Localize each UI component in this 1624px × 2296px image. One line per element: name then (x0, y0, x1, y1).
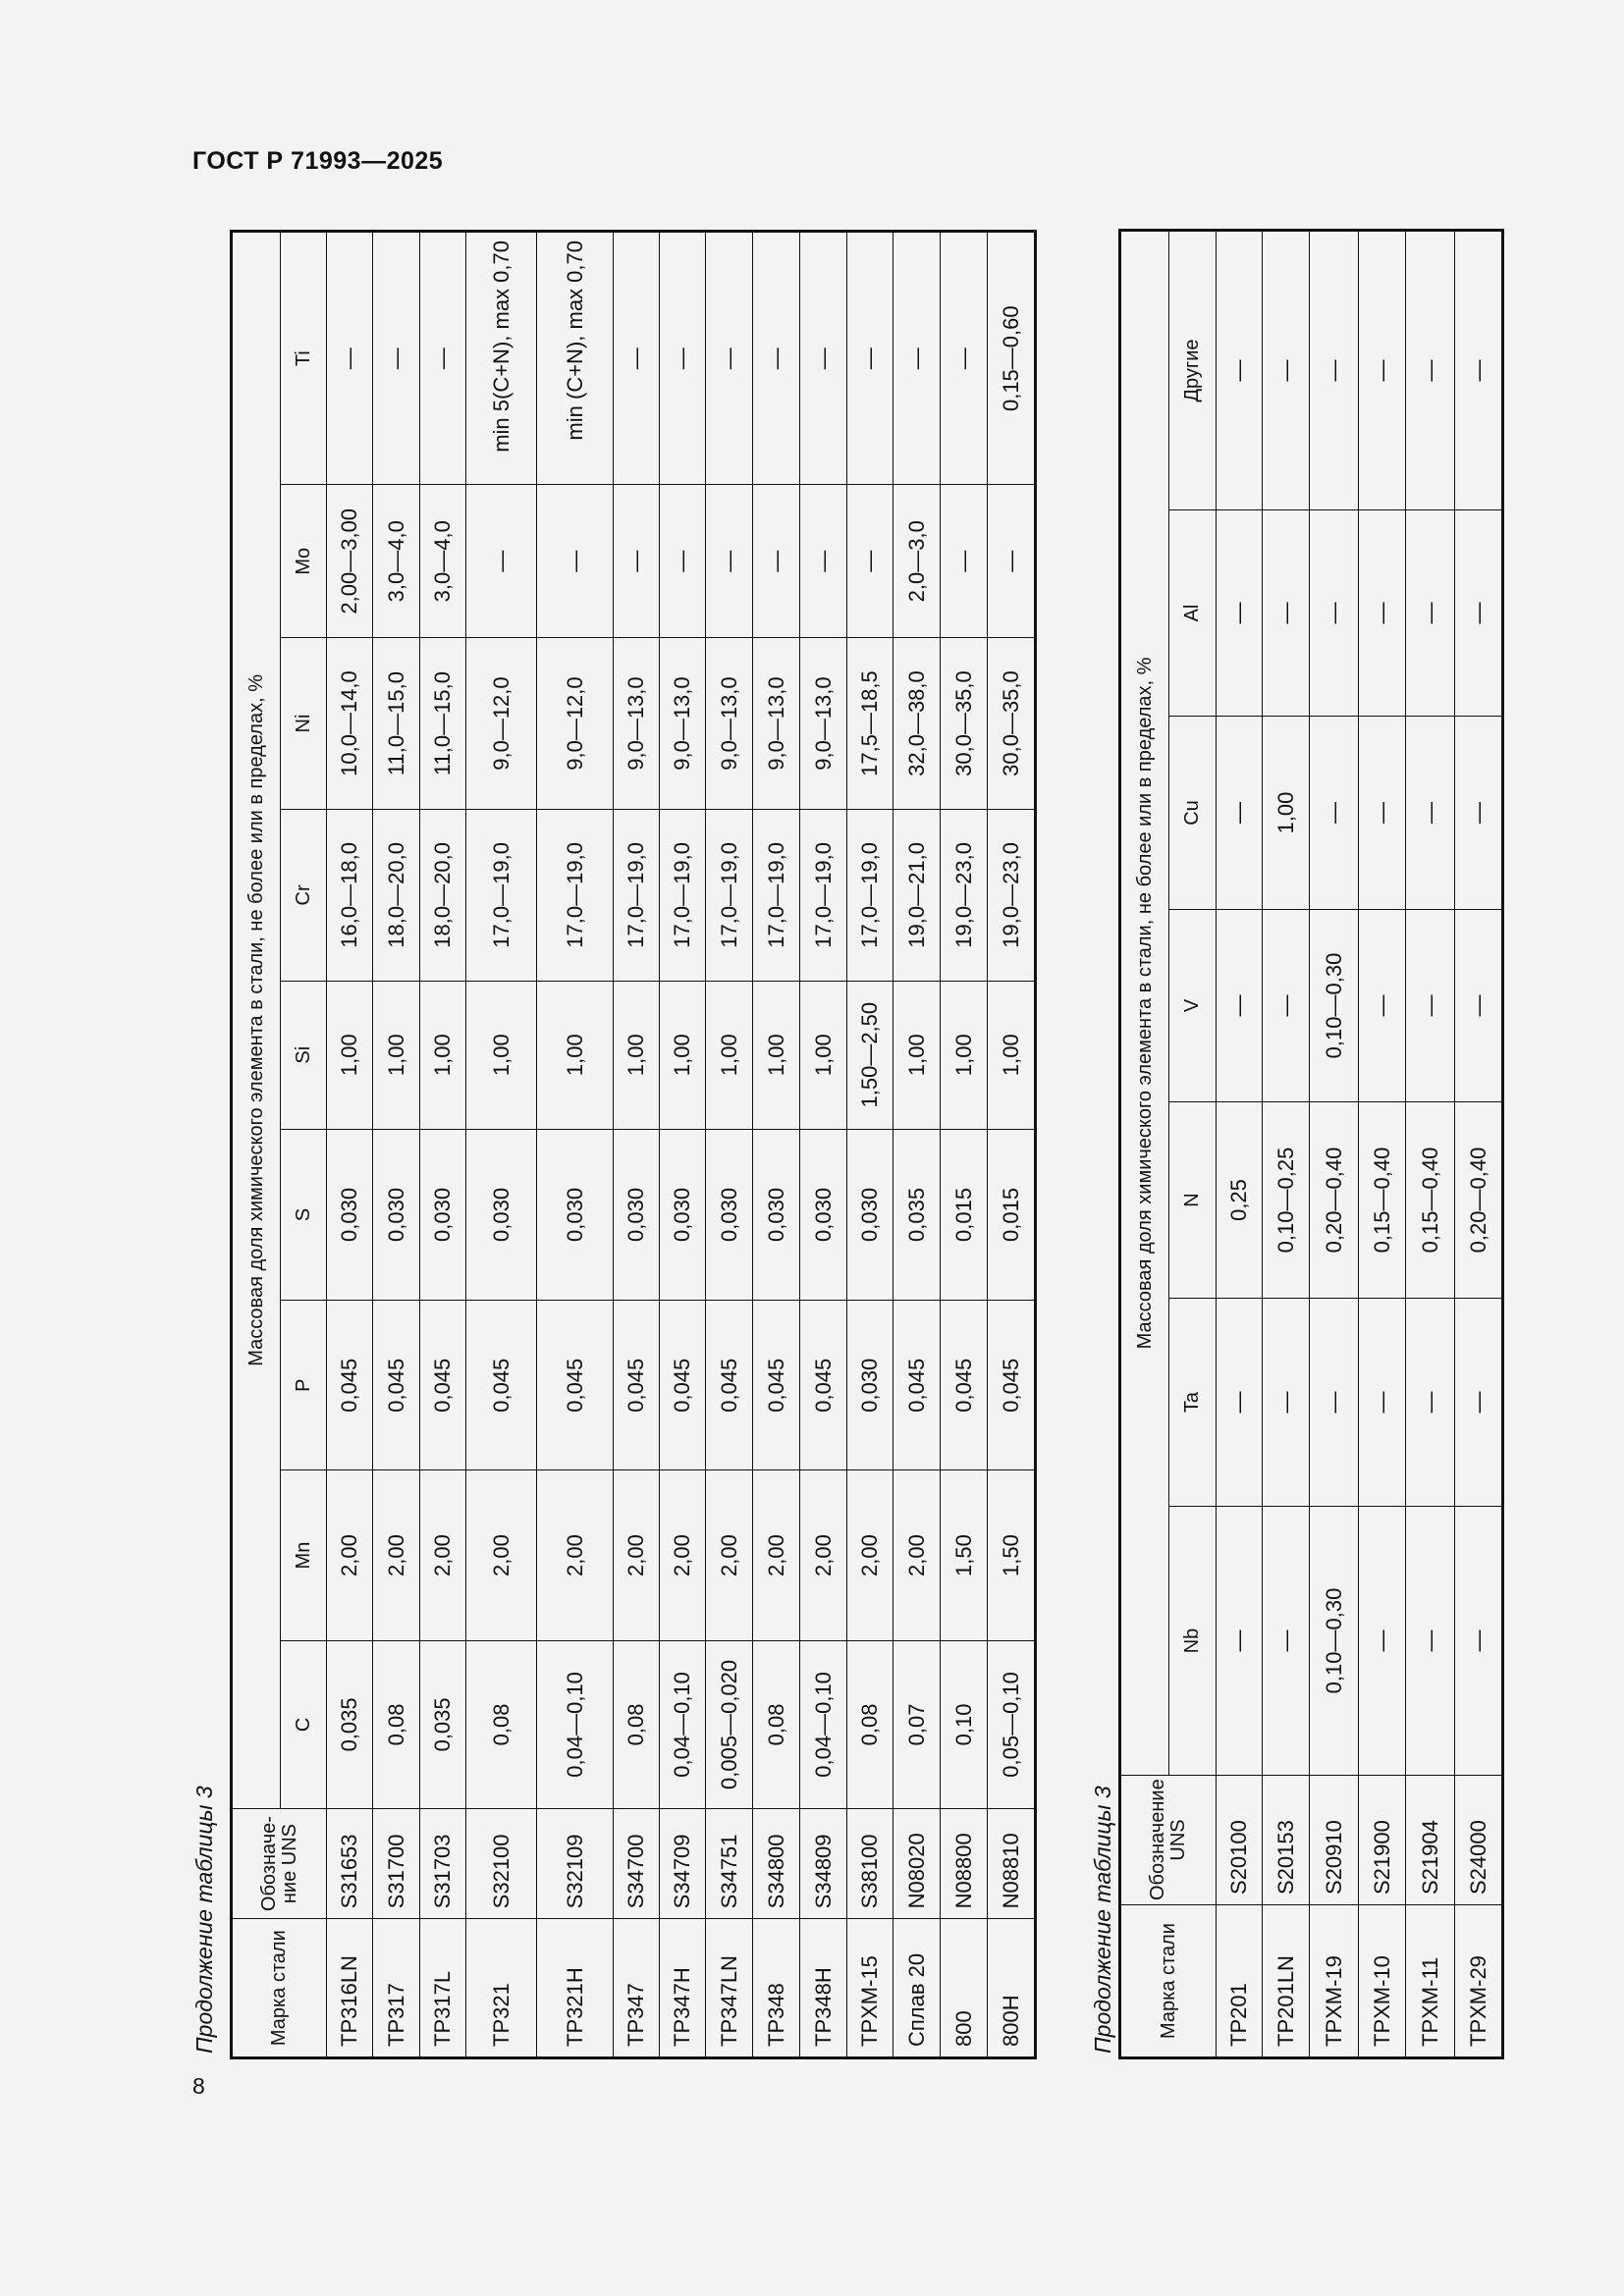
table1-cell-uns: S31653 (327, 1808, 373, 1919)
table1-cell-uns: S34700 (614, 1808, 660, 1919)
table2-cell-nb: — (1406, 1507, 1455, 1776)
table1-cell-si: 1,00 (537, 981, 614, 1129)
table1-cell-p: 0,045 (893, 1301, 941, 1470)
table1-cell-grade: TP321H (537, 1919, 614, 2057)
table1-cell-uns: S34800 (753, 1808, 800, 1919)
page-number: 8 (192, 2073, 205, 2099)
table1-cell-ti: — (327, 233, 373, 485)
table1-cell-mo: — (614, 485, 660, 638)
table1-row (373, 233, 420, 2057)
table2-header-другие: Другие (1169, 232, 1217, 510)
table2-header-nb: Nb (1169, 1507, 1217, 1776)
table1-cell-s: 0,035 (893, 1129, 941, 1301)
table1-cell-mo: — (660, 485, 706, 638)
table1-cell-s: 0,030 (753, 1129, 800, 1301)
table1-cell-mn: 1,50 (941, 1470, 988, 1641)
table1-cell-si: 1,00 (466, 981, 537, 1129)
table1-cell-mo: — (988, 485, 1035, 638)
table2-cell-al: — (1406, 510, 1455, 717)
table2-header-uns-cell: Обозначение UNS (1121, 1776, 1217, 1905)
table2-cell-grade: TPXM-29 (1455, 1905, 1502, 2057)
table2-cell-nb: — (1455, 1507, 1502, 1776)
table1-cell-ti: — (941, 233, 988, 485)
table1-cell-grade: TP347 (614, 1919, 660, 2057)
table1-cell-uns: S31700 (373, 1808, 420, 1919)
table1-cell-ni: 9,0—13,0 (660, 638, 706, 810)
table2-cell-v: — (1406, 910, 1455, 1102)
table1-header-uns: Обозначе-ние UNS (233, 1808, 327, 1919)
table2-header-al: Al (1169, 510, 1217, 717)
table1-cell-p: 0,045 (800, 1301, 847, 1470)
table1-cell-si: 1,00 (614, 981, 660, 1129)
table1-cell-ti: — (614, 233, 660, 485)
table1-cell-si: 1,00 (941, 981, 988, 1129)
table1-cell-grade: TP321 (466, 1919, 537, 2057)
table1-cell-grade: TP317L (420, 1919, 466, 2057)
table1-cell-p: 0,045 (988, 1301, 1035, 1470)
table1-header-grade: Марка стали (233, 1919, 327, 2057)
table1-cell-cr: 17,0—19,0 (537, 809, 614, 981)
table1-cell-uns: S32100 (466, 1808, 537, 1919)
table1-row (327, 233, 373, 2057)
table1-cell-ti: — (893, 233, 941, 485)
table1-cell-cr: 17,0—19,0 (706, 809, 753, 981)
table2-cell-другие: — (1455, 232, 1502, 510)
table1-cell-si: 1,00 (660, 981, 706, 1129)
table1-cell-c: 0,08 (373, 1640, 420, 1808)
table2-cell-uns: S24000 (1455, 1776, 1502, 1905)
table1-cell-c: 0,07 (893, 1640, 941, 1808)
table1-row (753, 233, 800, 2057)
table1-cell-uns: S34751 (706, 1808, 753, 1919)
table2-cell-v: — (1455, 910, 1502, 1102)
table2-row (1217, 232, 1263, 2057)
table1-cell-p: 0,045 (706, 1301, 753, 1470)
table1-cell-uns: S34809 (800, 1808, 847, 1919)
table2-row (1310, 232, 1359, 2057)
table1-cell-ni: 11,0—15,0 (373, 638, 420, 810)
table1-header-mn: Mn (281, 1470, 327, 1641)
table1-cell-grade: TP348H (800, 1919, 847, 2057)
table1-cell-p: 0,045 (614, 1301, 660, 1470)
table1-cell-ti: min 5(C+N), max 0,70 (466, 233, 537, 485)
table1-cell-cr: 19,0—21,0 (893, 809, 941, 981)
table1-cell-s: 0,015 (988, 1129, 1035, 1301)
table1-cell-ti: — (753, 233, 800, 485)
table2-cell-nb: — (1217, 1507, 1263, 1776)
table1-cell-s: 0,030 (537, 1129, 614, 1301)
table2-cell-n: 0,15—0,40 (1359, 1102, 1406, 1299)
table2-cell-al: — (1263, 510, 1310, 717)
table2-cell-n: 0,15—0,40 (1406, 1102, 1455, 1299)
table1-cell-s: 0,030 (327, 1129, 373, 1301)
table1-cell-s: 0,030 (800, 1129, 847, 1301)
table1-cell-s: 0,030 (466, 1129, 537, 1301)
table1-cell-si: 1,00 (753, 981, 800, 1129)
table2-cell-uns: S21900 (1359, 1776, 1406, 1905)
table1-row (614, 233, 660, 2057)
table1-cell-ni: 32,0—38,0 (893, 638, 941, 810)
table1-cell-si: 1,00 (373, 981, 420, 1129)
document-title: ГОСТ Р 71993—2025 (192, 147, 444, 175)
table1-cell-ti: — (847, 233, 893, 485)
table2-cell-другие: — (1263, 232, 1310, 510)
table1-cell-mo: — (466, 485, 537, 638)
table2-cell-nb: — (1263, 1507, 1310, 1776)
table1-header-mo: Mo (281, 485, 327, 638)
table1-cell-mn: 2,00 (327, 1470, 373, 1641)
table1-cell-uns: N08810 (988, 1808, 1035, 1919)
table1-cell-ni: 9,0—12,0 (466, 638, 537, 810)
table1-cell-grade: TP347H (660, 1919, 706, 2057)
table1-cell-mn: 2,00 (706, 1470, 753, 1641)
table2-cell-grade: TPXM-19 (1310, 1905, 1359, 2057)
table1-cell-cr: 17,0—19,0 (753, 809, 800, 981)
table2-header-ta: Ta (1169, 1299, 1217, 1507)
table1-cell-grade: TPXM-15 (847, 1919, 893, 2057)
table2-row (1406, 232, 1455, 2057)
table2-row (1455, 232, 1502, 2057)
table1-cell-grade: TP316LN (327, 1919, 373, 2057)
table1-cell-grade: Сплав 20 (893, 1919, 941, 2057)
table1-cell-mn: 1,50 (988, 1470, 1035, 1641)
table1 (232, 232, 1035, 2057)
table1-row (706, 233, 753, 2057)
table1-cell-uns: S34709 (660, 1808, 706, 1919)
table1-cell-ni: 9,0—13,0 (706, 638, 753, 810)
table2-header-n: N (1169, 1102, 1217, 1299)
table1-cell-mn: 2,00 (800, 1470, 847, 1641)
table2-cell-uns: S20910 (1310, 1776, 1359, 1905)
table1-cell-c: 0,035 (420, 1640, 466, 1808)
table1-block (177, 232, 1035, 2057)
table1-cell-c: 0,08 (614, 1640, 660, 1808)
table2-cell-ta: — (1217, 1299, 1263, 1507)
table1-header-cr: Cr (281, 809, 327, 981)
table1-cell-si: 1,00 (988, 981, 1035, 1129)
table1-cell-mn: 2,00 (660, 1470, 706, 1641)
table2-cell-cu: — (1359, 717, 1406, 910)
table2-header-group: Массовая доля химического элемента в стали, не более или в пределах, % (1121, 232, 1169, 1776)
table2-cell-cu: — (1217, 717, 1263, 910)
table2-cell-ta: — (1359, 1299, 1406, 1507)
table1-cell-mo: 3,0—4,0 (420, 485, 466, 638)
table1-cell-p: 0,045 (420, 1301, 466, 1470)
table2-cell-v: 0,10—0,30 (1310, 910, 1359, 1102)
table1-cell-c: 0,04—0,10 (660, 1640, 706, 1808)
table1-cell-cr: 17,0—19,0 (614, 809, 660, 981)
table1-cell-mn: 2,00 (893, 1470, 941, 1641)
table1-row (537, 233, 614, 2057)
table1-cell-ni: 30,0—35,0 (941, 638, 988, 810)
table1-cell-p: 0,045 (537, 1301, 614, 1470)
table1-cell-si: 1,00 (800, 981, 847, 1129)
table1-cell-uns: S31703 (420, 1808, 466, 1919)
table1-row (988, 233, 1035, 2057)
table2-cell-v: — (1263, 910, 1310, 1102)
table1-cell-si: 1,50—2,50 (847, 981, 893, 1129)
table1-cell-cr: 17,0—19,0 (466, 809, 537, 981)
table2-header-v: V (1169, 910, 1217, 1102)
table1-cell-cr: 18,0—20,0 (373, 809, 420, 981)
table1-header-c: C (281, 1640, 327, 1808)
table1-cell-p: 0,045 (753, 1301, 800, 1470)
table1-row (800, 233, 847, 2057)
table1-cell-mo: — (800, 485, 847, 638)
table1-header-ni: Ni (281, 638, 327, 810)
table1-cell-s: 0,030 (614, 1129, 660, 1301)
table2-caption: Продолжение таблицы 3 (1090, 1786, 1115, 2054)
table1-cell-ti: — (420, 233, 466, 485)
table1-cell-ti: — (706, 233, 753, 485)
table1-cell-mn: 2,00 (753, 1470, 800, 1641)
table2-cell-uns: S21904 (1406, 1776, 1455, 1905)
table2-cell-cu: 1,00 (1263, 717, 1310, 910)
table1-cell-mo: — (753, 485, 800, 638)
table1-cell-ni: 9,0—13,0 (753, 638, 800, 810)
table2-cell-ta: — (1310, 1299, 1359, 1507)
table2 (1120, 231, 1502, 2057)
table1-cell-cr: 16,0—18,0 (327, 809, 373, 981)
table1-cell-s: 0,015 (941, 1129, 988, 1301)
table2-cell-другие: — (1359, 232, 1406, 510)
table1-cell-c: 0,035 (327, 1640, 373, 1808)
table1-cell-ni: 11,0—15,0 (420, 638, 466, 810)
table1-cell-cr: 18,0—20,0 (420, 809, 466, 981)
table2-cell-uns: S20100 (1217, 1776, 1263, 1905)
table2-cell-grade: TPXM-10 (1359, 1905, 1406, 2057)
table2-row (1263, 232, 1310, 2057)
table2-cell-n: 0,20—0,40 (1455, 1102, 1502, 1299)
table2-cell-cu: — (1310, 717, 1359, 910)
table1-cell-cr: 17,0—19,0 (800, 809, 847, 981)
table1-cell-mo: 2,0—3,0 (893, 485, 941, 638)
table2-cell-al: — (1359, 510, 1406, 717)
table1-cell-p: 0,030 (847, 1301, 893, 1470)
table1-header-ti: Ti (281, 233, 327, 485)
table2-cell-ta: — (1455, 1299, 1502, 1507)
table1-cell-mn: 2,00 (373, 1470, 420, 1641)
table1-cell-mo: — (941, 485, 988, 638)
table1-row (466, 233, 537, 2057)
table1-cell-mn: 2,00 (847, 1470, 893, 1641)
table1-cell-ti: 0,15—0,60 (988, 233, 1035, 485)
table1-caption: Продолжение таблицы 3 (191, 1786, 217, 2054)
table1-cell-c: 0,08 (847, 1640, 893, 1808)
table2-cell-nb: 0,10—0,30 (1310, 1507, 1359, 1776)
table1-cell-grade: 800 (941, 1919, 988, 2057)
table1-cell-mn: 2,00 (420, 1470, 466, 1641)
table2-cell-grade: TPXM-11 (1406, 1905, 1455, 2057)
table1-header-s: S (281, 1129, 327, 1301)
table1-cell-uns: S38100 (847, 1808, 893, 1919)
table2-cell-ta: — (1263, 1299, 1310, 1507)
table1-row (941, 233, 988, 2057)
table2-cell-другие: — (1310, 232, 1359, 510)
table2-cell-al: — (1310, 510, 1359, 717)
table1-cell-grade: TP317 (373, 1919, 420, 2057)
table1-cell-c: 0,04—0,10 (800, 1640, 847, 1808)
table1-cell-si: 1,00 (420, 981, 466, 1129)
table1-row (893, 233, 941, 2057)
table1-cell-cr: 19,0—23,0 (988, 809, 1035, 981)
table2-cell-uns: S20153 (1263, 1776, 1310, 1905)
table1-cell-ti: — (800, 233, 847, 485)
table1-cell-mo: 2,00—3,00 (327, 485, 373, 638)
table1-cell-p: 0,045 (327, 1301, 373, 1470)
table1-cell-p: 0,045 (466, 1301, 537, 1470)
table2-cell-grade: TP201 (1217, 1905, 1263, 2057)
table2-cell-cu: — (1406, 717, 1455, 910)
table1-row (660, 233, 706, 2057)
table1-cell-uns: N08020 (893, 1808, 941, 1919)
table1-header-p: P (281, 1301, 327, 1470)
table1-cell-c: 0,08 (466, 1640, 537, 1808)
table2-cell-n: 0,20—0,40 (1310, 1102, 1359, 1299)
table1-cell-ti: — (660, 233, 706, 485)
table1-cell-mo: — (847, 485, 893, 638)
table1-cell-c: 0,04—0,10 (537, 1640, 614, 1808)
table2-cell-другие: — (1217, 232, 1263, 510)
table1-cell-ni: 10,0—14,0 (327, 638, 373, 810)
table2-cell-ta: — (1406, 1299, 1455, 1507)
table1-cell-grade: TP347LN (706, 1919, 753, 2057)
table1-cell-si: 1,00 (706, 981, 753, 1129)
table1-cell-mn: 2,00 (537, 1470, 614, 1641)
table1-cell-c: 0,05—0,10 (988, 1640, 1035, 1808)
table1-cell-p: 0,045 (941, 1301, 988, 1470)
table1-cell-cr: 19,0—23,0 (941, 809, 988, 981)
table1-cell-mn: 2,00 (614, 1470, 660, 1641)
table1-cell-c: 0,10 (941, 1640, 988, 1808)
table2-block (1085, 231, 1502, 2057)
table1-cell-p: 0,045 (660, 1301, 706, 1470)
table1-cell-ni: 9,0—13,0 (800, 638, 847, 810)
table1-cell-s: 0,030 (660, 1129, 706, 1301)
table1-cell-grade: 800H (988, 1919, 1035, 2057)
table2-row (1359, 232, 1406, 2057)
table1-cell-p: 0,045 (373, 1301, 420, 1470)
table1-cell-c: 0,08 (753, 1640, 800, 1808)
table2-cell-v: — (1217, 910, 1263, 1102)
table1-cell-s: 0,030 (420, 1129, 466, 1301)
table1-cell-si: 1,00 (893, 981, 941, 1129)
table1-cell-ti: — (373, 233, 420, 485)
table1-cell-mn: 2,00 (466, 1470, 537, 1641)
table1-cell-cr: 17,0—19,0 (660, 809, 706, 981)
table2-cell-n: 0,25 (1217, 1102, 1263, 1299)
table1-cell-cr: 17,0—19,0 (847, 809, 893, 981)
table1-cell-mo: 3,0—4,0 (373, 485, 420, 638)
table1-cell-ni: 17,5—18,5 (847, 638, 893, 810)
table2-header-grade: Марка стали (1121, 1905, 1217, 2057)
table1-cell-grade: TP348 (753, 1919, 800, 2057)
table2-cell-n: 0,10—0,25 (1263, 1102, 1310, 1299)
table1-cell-s: 0,030 (373, 1129, 420, 1301)
table2-cell-другие: — (1406, 232, 1455, 510)
table1-row (420, 233, 466, 2057)
table1-cell-ni: 30,0—35,0 (988, 638, 1035, 810)
table2-cell-cu: — (1455, 717, 1502, 910)
table1-header-group: Массовая доля химического элемента в стали, не более или в пределах, % (233, 233, 281, 1809)
table1-cell-ni: 9,0—12,0 (537, 638, 614, 810)
table1-row (847, 233, 893, 2057)
table1-cell-uns: S32109 (537, 1808, 614, 1919)
table1-cell-mo: — (537, 485, 614, 638)
table1-cell-ni: 9,0—13,0 (614, 638, 660, 810)
table1-cell-uns: N08800 (941, 1808, 988, 1919)
table2-header-cu: Cu (1169, 717, 1217, 910)
table1-cell-c: 0,005—0,020 (706, 1640, 753, 1808)
table1-cell-si: 1,00 (327, 981, 373, 1129)
table1-cell-ti: min (C+N), max 0,70 (537, 233, 614, 485)
table2-cell-al: — (1455, 510, 1502, 717)
table2-cell-v: — (1359, 910, 1406, 1102)
table1-cell-mo: — (706, 485, 753, 638)
table2-cell-nb: — (1359, 1507, 1406, 1776)
table1-cell-s: 0,030 (847, 1129, 893, 1301)
table2-cell-al: — (1217, 510, 1263, 717)
table1-cell-s: 0,030 (706, 1129, 753, 1301)
table2-cell-grade: TP201LN (1263, 1905, 1310, 2057)
table1-header-si: Si (281, 981, 327, 1129)
